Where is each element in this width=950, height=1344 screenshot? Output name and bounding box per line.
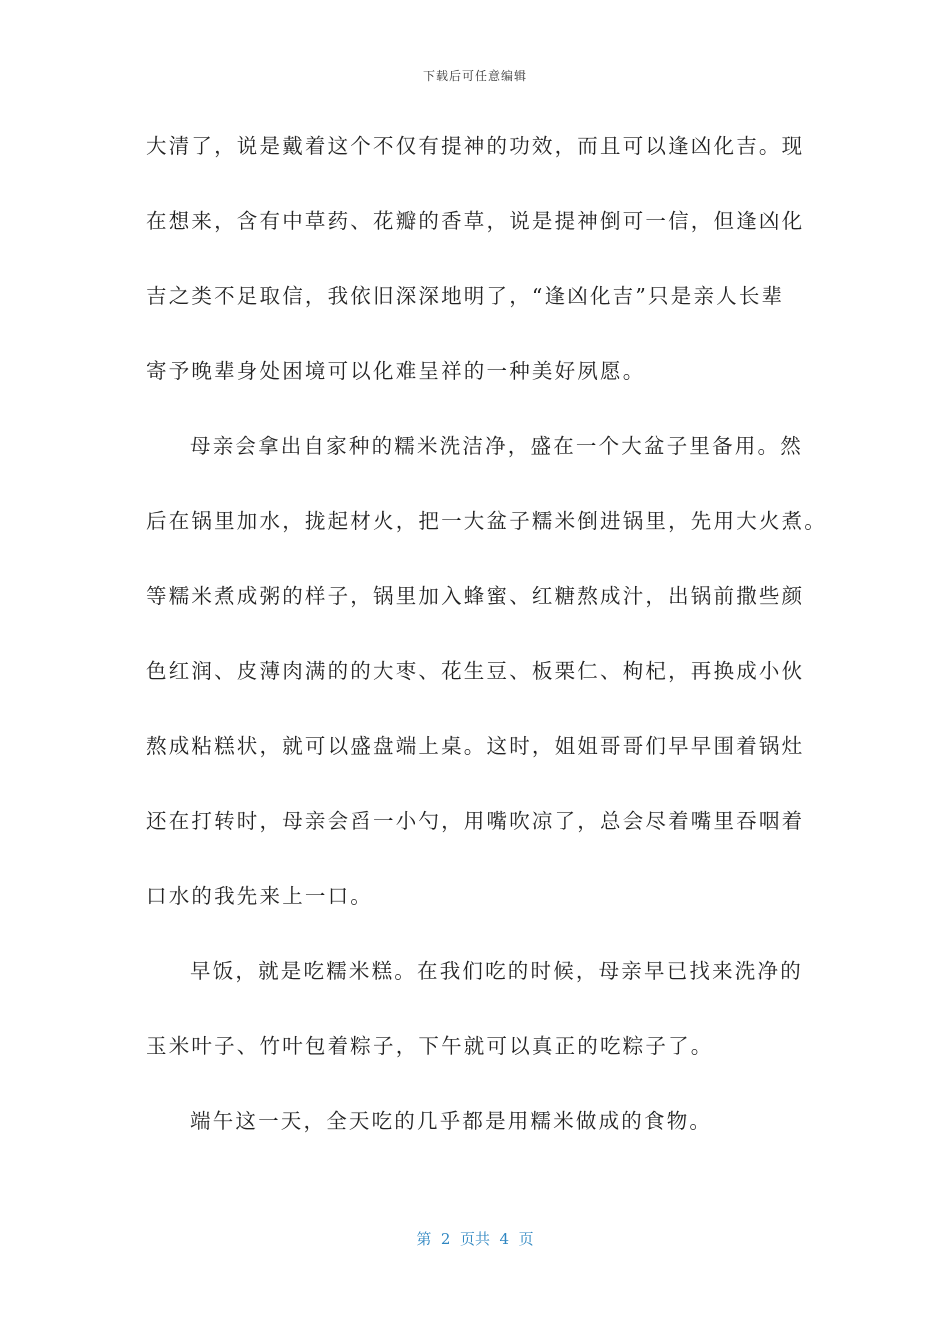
text-line: 口水的我先来上一口。 xyxy=(146,884,373,908)
paragraph-start-line: 母亲会拿出自家种的糯米洗洁净，盛在一个大盆子里备用。然 xyxy=(190,434,803,458)
paragraph-start-line: 早饭，就是吃糯米糕。在我们吃的时候，母亲早已找来洗净的 xyxy=(190,959,803,983)
text-line: 寄予晚辈身处困境可以化难呈祥的一种美好夙愿。 xyxy=(146,359,646,383)
text-line: 色红润、皮薄肉满的的大枣、花生豆、板栗仁、枸杞，再换成小伙 xyxy=(146,659,805,683)
page-header: 下载后可任意编辑 xyxy=(422,69,527,83)
document-body xyxy=(146,125,827,1175)
text-line: 等糯米煮成粥的样子，锅里加入蜂蜜、红糖熬成汁，出锅前撒些颜 xyxy=(146,584,805,608)
text-line: 在想来，含有中草药、花瓣的香草，说是提神倒可一信，但逢凶化 xyxy=(146,209,805,233)
text-line: 吉之类不足取信，我依旧深深地明了，“逢凶化吉”只是亲人长辈 xyxy=(146,284,785,308)
text-line: 大清了，说是戴着这个不仅有提神的功效，而且可以逢凶化吉。现 xyxy=(146,134,805,158)
text-line: 玉米叶子、竹叶包着粽子，下午就可以真正的吃粽子了。 xyxy=(146,1034,714,1058)
paragraph-start-line: 端午这一天，全天吃的几乎都是用糯米做成的食物。 xyxy=(190,1109,713,1133)
text-line: 熬成粘糕状，就可以盛盘端上桌。这时，姐姐哥哥们早早围着锅灶 xyxy=(146,734,805,758)
text-line: 还在打转时，母亲会舀一小勺，用嘴吹凉了，总会尽着嘴里吞咽着 xyxy=(146,809,805,833)
page-footer: 第 2 页共 4 页 xyxy=(416,1230,534,1248)
text-line: 后在锅里加水，拢起材火，把一大盆子糯米倒进锅里，先用大火煮。 xyxy=(146,509,827,533)
